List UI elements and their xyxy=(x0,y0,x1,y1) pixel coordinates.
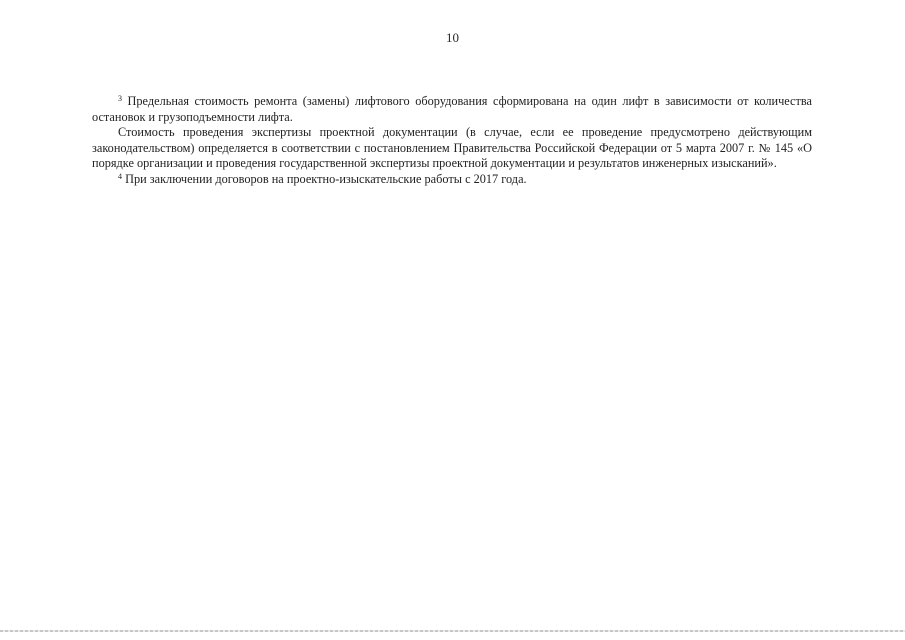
footnote-3 xyxy=(92,94,812,125)
footnote-text: Предельная стоимость ремонта (замены) лифтового оборудования сформирована на один лифт в зависимости от количества остановок и грузоподъемности лифта. xyxy=(92,94,812,124)
scan-edge-line xyxy=(0,630,905,632)
footnote-4 xyxy=(92,172,812,188)
footnotes-block xyxy=(92,94,812,188)
footnote-marker: 4 xyxy=(118,171,122,181)
page-number: 10 xyxy=(446,30,459,45)
footnote-text: Стоимость проведения экспертизы проектной документации (в случае, если ее проведение предусмотрено действующим законодательством) определяется в соответствии с постановлением Правительства Российской Федерации от 5 марта 2007 г. № 145 «О порядке организации и проведения государственной экспертизы проектной документации и результатов инженерных изысканий». xyxy=(92,125,812,171)
footnote-marker: 3 xyxy=(118,94,122,103)
footnote-text: При заключении договоров на проектно-изыскательские работы с 2017 года. xyxy=(125,171,527,186)
footnote-3-continuation xyxy=(92,125,812,172)
